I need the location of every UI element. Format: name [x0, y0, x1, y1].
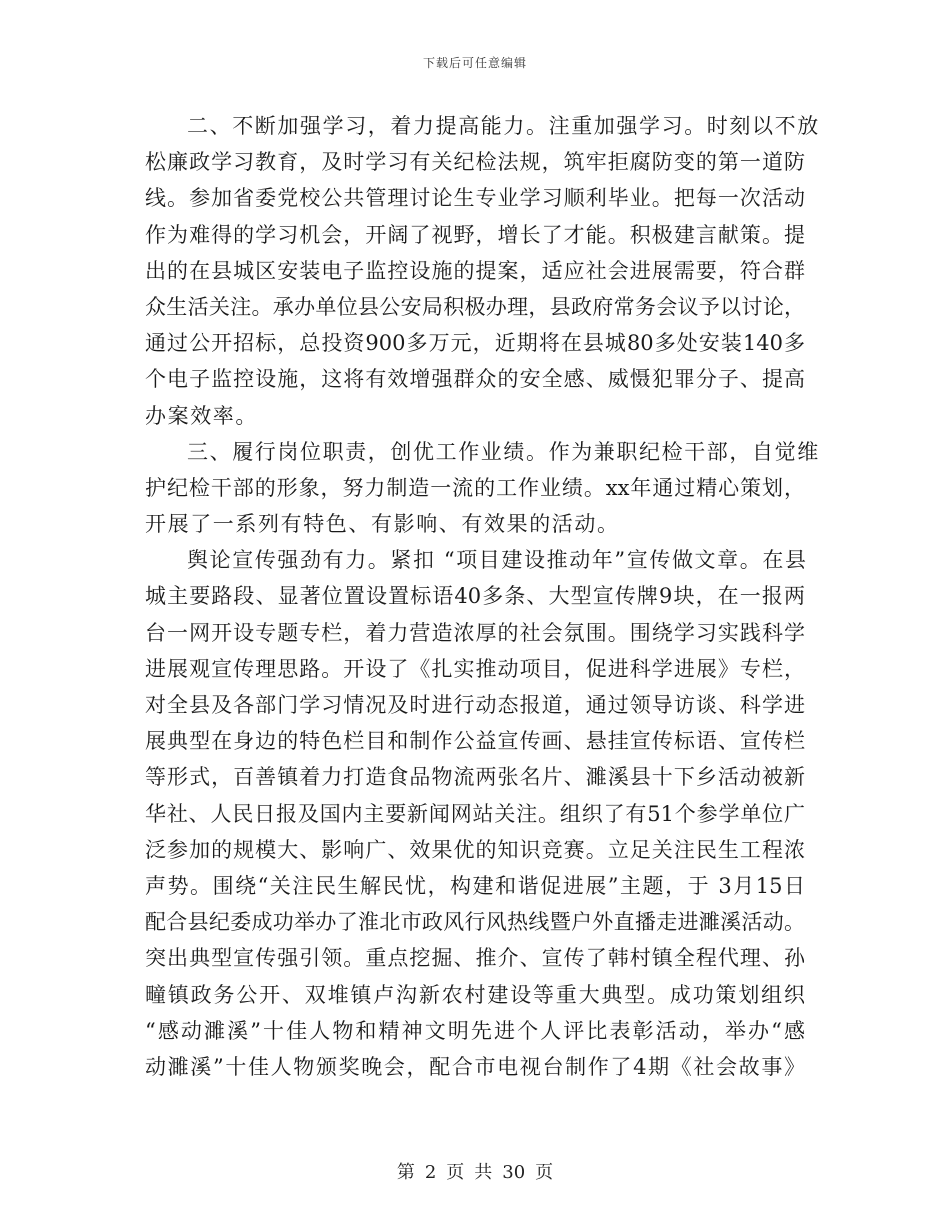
- text-line: 泛参加的规模大、影响广、效果优的知识竞赛。立足关注民生工程浓: [145, 837, 805, 862]
- text-line: 办案效率。: [145, 403, 258, 428]
- text-line: 出的在县城区安装电子监控设施的提案，适应社会进展需要，符合群: [145, 258, 805, 283]
- document-body: [145, 108, 820, 1085]
- text-line: 突出典型宣传强引领。重点挖掘、推介、宣传了韩村镇全程代理、孙: [145, 946, 805, 971]
- text-line: 护纪检干部的形象，努力制造一流的工作业绩。xx年通过精心策划，: [145, 475, 805, 500]
- text-line: 配合县纪委成功举办了淮北市政风行风热线暨户外直播走进濉溪活动。: [145, 910, 805, 935]
- footer-middle: 页: [446, 1162, 465, 1183]
- text-line: 通过公开招标，总投资900多万元，近期将在县城80多处安装140多: [145, 331, 805, 356]
- page-header-note: 下载后可任意编辑: [422, 56, 527, 70]
- text-line: 个电子监控设施，这将有效增强群众的安全感、威慑犯罪分子、提高: [145, 367, 805, 392]
- text-line: 作为难得的学习机会，开阔了视野，增长了才能。积极建言献策。提: [145, 222, 805, 247]
- text-line: 松廉政学习教育，及时学习有关纪检法规，筑牢拒腐防变的第一道防: [145, 150, 805, 175]
- text-line: 众生活关注。承办单位县公安局积极办理，县政府常务会议予以讨论，: [145, 294, 805, 319]
- text-line: 声势。围绕“关注民生解民忧，构建和谐促进展”主题，于 3月15日: [145, 873, 805, 898]
- text-line: 舆论宣传强劲有力。紧扣 “项目建设推动年”宣传做文章。在县: [187, 548, 808, 573]
- text-line: 二、不断加强学习，着力提高能力。注重加强学习。时刻以不放: [187, 114, 820, 138]
- footer-suffix: 页: [535, 1162, 554, 1183]
- text-line: 进展观宣传理思路。开设了《扎实推动项目，促进科学进展》专栏，: [145, 656, 805, 681]
- text-line: 华社、人民日报及国内主要新闻网站关注。组织了有51个参学单位广: [145, 801, 805, 826]
- text-line: “感动濉溪”十佳人物和精神文明先进个人评比表彰活动，举办“感: [145, 1018, 805, 1043]
- text-line: 开展了一系列有特色、有影响、有效果的活动。: [145, 512, 620, 537]
- page-number-footer: [0, 1158, 950, 1184]
- text-line: 对全县及各部门学习情况及时进行动态报道，通过领导访谈、科学进: [145, 693, 805, 717]
- footer-prefix: 第: [396, 1162, 415, 1183]
- text-line: 城主要路段、显著位置设置标语40多条、大型宣传牌9块，在一报两: [145, 584, 805, 609]
- total-page-count: 30: [502, 1162, 526, 1183]
- text-line: 台一网开设专题专栏，着力营造浓厚的社会氛围。围绕学习实践科学: [145, 620, 805, 645]
- footer-total-prefix: 共: [474, 1162, 493, 1183]
- text-line: 三、履行岗位职责，创优工作业绩。作为兼职纪检干部，自觉维: [187, 439, 820, 464]
- text-line: 线。参加省委党校公共管理讨论生专业学习顺利毕业。把每一次活动: [145, 186, 805, 211]
- text-line: 疃镇政务公开、双堆镇卢沟新农村建设等重大典型。成功策划组织: [145, 982, 805, 1007]
- text-line: 展典型在身边的特色栏目和制作公益宣传画、悬挂宣传标语、宣传栏: [145, 729, 805, 754]
- text-line: 等形式，百善镇着力打造食品物流两张名片、濉溪县十下乡活动被新: [145, 765, 805, 790]
- current-page-number: 2: [424, 1162, 437, 1183]
- text-line: 动濉溪”十佳人物颁奖晚会，配合市电视台制作了4期《社会故事》: [145, 1054, 805, 1079]
